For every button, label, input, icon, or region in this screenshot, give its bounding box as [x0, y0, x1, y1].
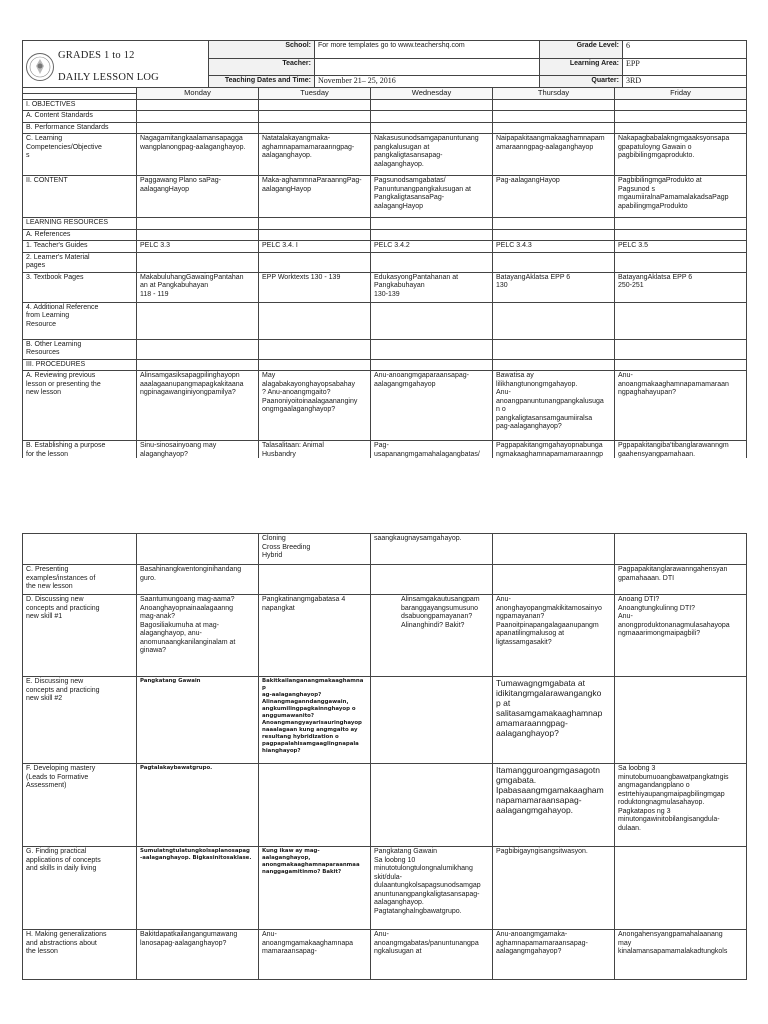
- procedure-f-monday: Pagtalakaybawatgrupo.: [137, 764, 259, 847]
- learners-material-row: [23, 252, 747, 272]
- textbook-pages-monday: MakabuluhangGawaingPantahan an at Pangkabuhayan 118 - 119: [137, 272, 259, 302]
- procedure-f-thursday: Itamangguroangmgasagotn gmgabata. Ipabasaangmgamakaagham napamamaraansapag- aalagangmgahayop.: [493, 764, 615, 847]
- procedure-b-monday: Sinu-sinosainyoang may alaganghayop?: [137, 441, 259, 473]
- teacher-label: Teacher:: [209, 58, 315, 76]
- procedure-e-monday: Pangkatang Gawain: [137, 677, 259, 764]
- procedure-h-thursday: Anu-anoangmgamaka- aghamnapamamaraansapag- aalagangmgahayop?: [493, 930, 615, 980]
- other-resources-label: B. Other Learning Resources: [23, 339, 137, 359]
- procedure-h-monday: Bakitdapatkailangangumawang lanosapag-aalaganghayop?: [137, 930, 259, 980]
- procedure-g-tuesday: Kung ikaw ay mag-aalaganghayop, anongmakaaghamnaparaanmaa nanggagamitinmo? Bakit?: [259, 847, 371, 930]
- area-label: Learning Area:: [540, 58, 623, 76]
- teacher-value: [315, 58, 540, 76]
- competencies-tuesday: Natatalakayangmaka- aghamnapamamaraanngpag- aalaganghayop.: [259, 134, 371, 176]
- dates-value: November 21– 25, 2016: [315, 76, 540, 94]
- procedure-c-monday: Basahinangkwentonginihandang guro.: [137, 565, 259, 595]
- procedure-c-friday: Pagpapakitanglarawanngahensyan gpamahaaan. DTI: [615, 565, 747, 595]
- procedure-e-label: E. Discussing new concepts and practicing new skill #2: [23, 677, 137, 764]
- procedure-e-row: [23, 677, 747, 764]
- procedure-d-row: [23, 595, 747, 677]
- procedure-g-row: [23, 847, 747, 930]
- content-label: II. CONTENT: [23, 176, 137, 218]
- procedure-a-monday: Alinsamgasiksapagpilinghayopn aaalagaanupangmapagkakitaana ngpinagawanginiyongpamilya?: [137, 371, 259, 441]
- performance-standards-row: [23, 122, 747, 134]
- deped-seal-icon: [25, 52, 55, 82]
- corner-cell: [23, 88, 137, 100]
- textbook-pages-wednesday: EdukasyongPantahanan at Pangkabuhayan 130-139: [371, 272, 493, 302]
- header-table: [22, 40, 747, 94]
- competencies-row: [23, 134, 747, 176]
- procedure-b-wednesday: Pag- usapanangmgamahalagangbatas/: [371, 441, 493, 473]
- teachers-guides-monday: PELC 3.3: [137, 241, 259, 253]
- school-value: For more templates go to www.teachershq.com: [315, 41, 540, 59]
- textbook-pages-row: [23, 272, 747, 302]
- procedure-a-wednesday: Anu-anoangmgaparaansapag- aalagangmgahayop: [371, 371, 493, 441]
- competencies-thursday: Naipapakitaangmakaaghamnapam amaraanngpag-aalaganghayop: [493, 134, 615, 176]
- title-line-1: GRADES 1 to 12: [58, 50, 135, 61]
- procedure-f-friday: Sa loobng 3 minutobumuoangbawatpangkatngis angmagandangplano o estrtehiyaupangmaipagbilingmgap roduktongnagmulasahayop. Pagkatapos ng 3 minutongawinitobilangisangdula- dulaan.: [615, 764, 747, 847]
- content-monday: Paggawang Plano saPag- aalagangHayop: [137, 176, 259, 218]
- textbook-pages-label: 3. Textbook Pages: [23, 272, 137, 302]
- teachers-guides-label: 1. Teacher's Guides: [23, 241, 137, 253]
- teachers-guides-friday: PELC 3.5: [615, 241, 747, 253]
- content-standards-label: A. Content Standards: [23, 111, 137, 123]
- procedure-f-label: F. Developing mastery (Leads to Formative Assessment): [23, 764, 137, 847]
- learning-resources-row: [23, 218, 747, 230]
- lesson-table-page-1: [22, 87, 746, 473]
- procedure-b-label: B. Establishing a purpose for the lesson: [23, 441, 137, 473]
- teachers-guides-row: [23, 241, 747, 253]
- quarter-value: 3RD: [623, 76, 747, 94]
- day-monday: Monday: [137, 88, 259, 100]
- title-cell: [23, 41, 209, 94]
- procedures-row: [23, 359, 747, 371]
- objectives-row: [23, 99, 747, 111]
- procedure-d-tuesday: Pangkatinangmgabatasa 4 napangkat: [259, 595, 371, 677]
- procedure-c-label: C. Presenting examples/instances of the new lesson: [23, 565, 137, 595]
- additional-reference-label: 4. Additional Reference from Learning Resource: [23, 302, 137, 339]
- procedure-e-tuesday: Bakitkailanganangmakaaghamnap ag-aalaganghayop? Alinangmaganndanggawain, angkumilingpagkainnghayop o anggumawanito? Anoangmangyayarisauringhayop naaalagaan kung angmgaito ay resultang hybridization o pagpapalahisamgaaglingnapala hianghayop?: [259, 677, 371, 764]
- title-line-2: DAILY LESSON LOG: [58, 72, 159, 83]
- grade-label: Grade Level:: [540, 41, 623, 59]
- procedure-d-thursday: Anu- anonghayopangmakikitamosainyo ngpamayanan? Paanoitpinapangalagaanupangm apanatilingmalusog at ligtassamgasakit?: [493, 595, 615, 677]
- procedure-a-label: A. Reviewing previous lesson or presenting the new lesson: [23, 371, 137, 441]
- competencies-wednesday: Nakasusunodsamgapanuntunang pangkalusugan at pangkaligtasansapag- aalaganghayop.: [371, 134, 493, 176]
- content-wednesday: Pagsunodsamgabatas/ Panuntunangpangkalusugan at PangkaligtasansaPag- aalagangHayop: [371, 176, 493, 218]
- page-break-gap: [0, 458, 768, 524]
- continuation-tuesday: Cloning Cross Breeding Hybrid: [259, 534, 371, 565]
- procedure-a-friday: Anu- anoangmakaaghamnapamamaraan ngpaghahayupan?: [615, 371, 747, 441]
- textbook-pages-tuesday: EPP Worktexts 130 - 139: [259, 272, 371, 302]
- procedure-a-tuesday: May alagabakayonghayopsabahay ? Anu-anoangmgaito? Paanoniyoitoinaalagaananginy ongmgaalaganghayop?: [259, 371, 371, 441]
- lesson-table-continued: [22, 533, 747, 980]
- procedure-e-thursday: Tumawagngmgabata at idikitangmgalarawangangko p at salitasamgamakaaghamnap amamaraanngpag- aalaganghayop?: [493, 677, 615, 764]
- content-standards-row: [23, 111, 747, 123]
- procedure-g-thursday: Pagbibigayngisangsitwasyon.: [493, 847, 615, 930]
- textbook-pages-thursday: BatayangAklatsa EPP 6 130: [493, 272, 615, 302]
- day-thursday: Thursday: [493, 88, 615, 100]
- procedure-h-wednesday: Anu- anoangmgabatas/panuntunangpa ngkalusugan at: [371, 930, 493, 980]
- grade-value: 6: [623, 41, 747, 59]
- day-header-row: [23, 88, 747, 100]
- procedure-h-label: H. Making generalizations and abstractions about the lesson: [23, 930, 137, 980]
- school-label: School:: [209, 41, 315, 59]
- teachers-guides-wednesday: PELC 3.4.2: [371, 241, 493, 253]
- header-block: [22, 40, 746, 94]
- area-value: EPP: [623, 58, 747, 76]
- day-tuesday: Tuesday: [259, 88, 371, 100]
- dates-label: Teaching Dates and Time:: [209, 76, 315, 94]
- learners-material-label: 2. Learner's Material pages: [23, 252, 137, 272]
- other-resources-row: [23, 339, 747, 359]
- continuation-row: [23, 534, 747, 565]
- competencies-monday: Nagagamitangkaalamansapagga wangplanongpag-aalaganghayop.: [137, 134, 259, 176]
- content-thursday: Pag-aalagangHayop: [493, 176, 615, 218]
- procedure-f-row: [23, 764, 747, 847]
- content-friday: PagbibilingmgaProdukto at Pagsunod s mgaumiiralnaPamamalakadsaPagp apabilingmgaProdukto: [615, 176, 747, 218]
- procedure-d-wednesday: Alinsamgakautusangpam baranggayangsumusuno dsabuongpamayanan? Alinanghindi? Bakit?: [371, 595, 493, 677]
- references-label: A. References: [23, 229, 137, 241]
- procedure-c-row: [23, 565, 747, 595]
- procedure-d-friday: Anoang DTI? Anoangtungkulinng DTI? Anu- anongproduktonanagmulasahayopa ngmaaarimongmaipagbili?: [615, 595, 747, 677]
- references-row: [23, 229, 747, 241]
- continuation-wednesday: saangkaugnaysamgahayop.: [371, 534, 493, 565]
- content-tuesday: Maka-aghammnaParaanngPag- aalagangHayop: [259, 176, 371, 218]
- procedure-g-wednesday: Pangkatang Gawain Sa loobng 10 minutotulongtulongnalumikhang skit/dula- dulaantungkolsapagsunodsamgap anuntunangpangkaligtasansapag- aalaganghayop. Pagtatanghalngbawatgrupo.: [371, 847, 493, 930]
- competencies-label: C. Learning Competencies/Objective s: [23, 134, 137, 176]
- day-wednesday: Wednesday: [371, 88, 493, 100]
- procedure-b-tuesday: Talasalitaan: Animal Husbandry: [259, 441, 371, 473]
- day-friday: Friday: [615, 88, 747, 100]
- procedure-g-monday: Sumulatngtulatungkolsaplanosapag -aalaganghayop. Bigkasinitosaklase.: [137, 847, 259, 930]
- content-row: [23, 176, 747, 218]
- procedure-h-tuesday: Anu- anoangmgamakaaghamnapa mamaraansapag-: [259, 930, 371, 980]
- objectives-label: I. OBJECTIVES: [23, 99, 137, 111]
- lesson-table: [22, 87, 747, 473]
- performance-standards-label: B. Performance Standards: [23, 122, 137, 134]
- quarter-label: Quarter:: [540, 76, 623, 94]
- procedure-h-friday: Anongahensyangpamahalaanang may kinalamansapamamalakadtungkols: [615, 930, 747, 980]
- procedure-a-thursday: Bawatisa ay lilikhangtunongmgahayop. Anu- anoangpanuntunangpangkalusuga n o pangkaligtasansamgaumiiralsa pag-aalaganghayop?: [493, 371, 615, 441]
- lesson-table-page-2: [22, 533, 746, 980]
- teachers-guides-tuesday: PELC 3.4. I: [259, 241, 371, 253]
- procedures-label: III. PROCEDURES: [23, 359, 137, 371]
- procedure-a-row: [23, 371, 747, 441]
- procedure-g-label: G. Finding practical applications of concepts and skills in daily living: [23, 847, 137, 930]
- procedure-d-label: D. Discussing new concepts and practicing new skill #1: [23, 595, 137, 677]
- procedure-h-row: [23, 930, 747, 980]
- procedure-d-monday: Saantumungoang mag-aama? Anoanghayopnainaalagaanng mag-anak? Bagosiliakumuha at mag- alaganghayop, anu- anomunaangkanilanginalam at ginawa?: [137, 595, 259, 677]
- procedure-b-friday: Pgpapakitangiba'tibanglarawanngm gaahensyangpamahaan.: [615, 441, 747, 473]
- teachers-guides-thursday: PELC 3.4.3: [493, 241, 615, 253]
- procedure-b-thursday: Pagpapakitangmgahayopnabunga ngmakaaghamnapamamaraanngp: [493, 441, 615, 473]
- additional-reference-row: [23, 302, 747, 339]
- learning-resources-label: LEARNING RESOURCES: [23, 218, 137, 230]
- textbook-pages-friday: BatayangAklatsa EPP 6 250-251: [615, 272, 747, 302]
- competencies-friday: Nakapagbabalakngmgaaksyonsapa gpapatuloyng Gawain o pagbibilingmgaprodukto.: [615, 134, 747, 176]
